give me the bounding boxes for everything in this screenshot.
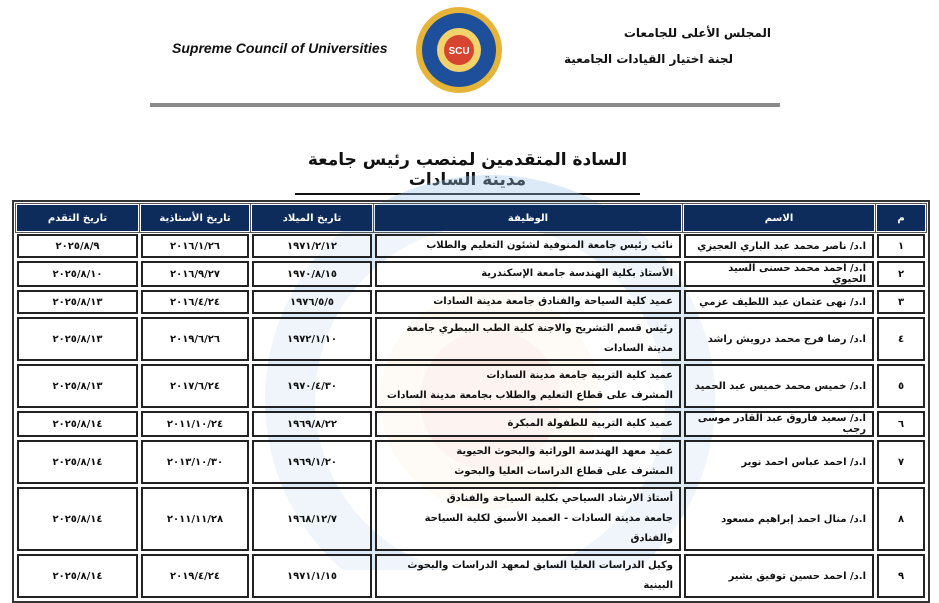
- professorship-date: ٢٠١٣/١٠/٣٠: [141, 440, 249, 484]
- table-row: [17, 440, 925, 484]
- job-line: رئيس قسم التشريح والاجنة كلية الطب البيطري جامعة مدينة السادات: [406, 323, 673, 354]
- application-date: ٢٠٢٥/٨/١٠: [17, 261, 138, 287]
- table-row: [17, 364, 925, 408]
- birth-date: ١٩٦٩/٨/٢٢: [252, 411, 372, 437]
- table-row: [17, 317, 925, 361]
- job-line: نائب رئيس جامعة المنوفية لشئون التعليم والطلاب: [426, 240, 673, 251]
- col-application-date: تاريخ التقدم: [17, 205, 138, 231]
- applicant-name: ا.د/ احمد حسين توفيق بشير: [684, 554, 874, 598]
- birth-date: ١٩٦٩/١/٢٠: [252, 440, 372, 484]
- applicant-name: ا.د/ منال احمد إبراهيم مسعود: [684, 487, 874, 551]
- professorship-date: ٢٠١١/١١/٢٨: [141, 487, 249, 551]
- table-row: [17, 261, 925, 287]
- col-name: الاسم: [684, 205, 874, 231]
- application-date: ٢٠٢٥/٨/١٤: [17, 440, 138, 484]
- job-line: المشرف على قطاع الدراسات العليا والبحوث: [454, 466, 673, 477]
- page-title: السادة المتقدمين لمنصب رئيس جامعة مدينة السادات: [295, 150, 640, 195]
- birth-date: ١٩٧٦/٥/٥: [252, 290, 372, 314]
- row-number: ١: [877, 234, 925, 258]
- job-line: الأستاذ بكلية الهندسة جامعة الإسكندرية: [481, 268, 673, 279]
- application-date: ٢٠٢٥/٨/١٣: [17, 364, 138, 408]
- professorship-date: ٢٠١٦/٩/٢٧: [141, 261, 249, 287]
- professorship-date: ٢٠١٦/٤/٢٤: [141, 290, 249, 314]
- applicant-job: [375, 440, 681, 484]
- birth-date: ١٩٧١/١/١٥: [252, 554, 372, 598]
- row-number: ٥: [877, 364, 925, 408]
- scu-logo: [415, 6, 503, 94]
- row-number: ٣: [877, 290, 925, 314]
- row-number: ٦: [877, 411, 925, 437]
- job-line: عميد كلية التربية جامعة مدينة السادات: [486, 370, 673, 381]
- job-line: وكيل الدراسات العليا السابق لمعهد الدراسات والبحوث البينية: [407, 560, 673, 591]
- table-row: [17, 487, 925, 551]
- english-council-name: Supreme Council of Universities: [172, 40, 388, 56]
- applicant-name: ا.د/ خميس محمد خميس عبد الحميد: [684, 364, 874, 408]
- applicants-table: [12, 200, 930, 603]
- application-date: ٢٠٢٥/٨/١٤: [17, 411, 138, 437]
- job-line: أستاذ الارشاد السياحي بكلية السياحة والفنادق: [446, 493, 673, 504]
- applicant-name: ا.د/ رضا فرج محمد درويش راشد: [684, 317, 874, 361]
- applicant-job: [375, 234, 681, 258]
- professorship-date: ٢٠١٧/٦/٢٤: [141, 364, 249, 408]
- application-date: ٢٠٢٥/٨/١٣: [17, 290, 138, 314]
- svg-text:SCU: SCU: [448, 46, 470, 57]
- application-date: ٢٠٢٥/٨/١٤: [17, 554, 138, 598]
- applicant-name: ا.د/ احمد محمد حسنى السيد الحيوي: [684, 261, 874, 287]
- professorship-date: ٢٠١١/١٠/٢٤: [141, 411, 249, 437]
- applicant-name: ا.د/ سعيد فاروق عبد القادر موسى رجب: [684, 411, 874, 437]
- applicant-job: [375, 411, 681, 437]
- table-header-row: [17, 205, 925, 231]
- table-row: [17, 290, 925, 314]
- applicant-job: [375, 554, 681, 598]
- col-number: م: [877, 205, 925, 231]
- professorship-date: ٢٠١٩/٤/٢٤: [141, 554, 249, 598]
- application-date: ٢٠٢٥/٨/٩: [17, 234, 138, 258]
- professorship-date: ٢٠١٩/٦/٢٦: [141, 317, 249, 361]
- applicant-job: [375, 364, 681, 408]
- applicant-job: [375, 487, 681, 551]
- col-birth-date: تاريخ الميلاد: [252, 205, 372, 231]
- row-number: ٩: [877, 554, 925, 598]
- table-row: [17, 554, 925, 598]
- row-number: ٨: [877, 487, 925, 551]
- job-line: عميد كلية التربية للطفولة المبكرة: [507, 418, 673, 429]
- application-date: ٢٠٢٥/٨/١٣: [17, 317, 138, 361]
- applicant-name: ا.د/ ناصر محمد عبد الباري العجيزي: [684, 234, 874, 258]
- applicant-job: [375, 317, 681, 361]
- row-number: ٤: [877, 317, 925, 361]
- arabic-council-name: المجلس الأعلى للجامعات: [623, 26, 771, 40]
- applicant-job: [375, 290, 681, 314]
- header-divider: [150, 103, 780, 107]
- row-number: ٧: [877, 440, 925, 484]
- applicant-name: ا.د/ نهى عثمان عبد اللطيف عزمي: [684, 290, 874, 314]
- col-professorship-date: تاريخ الأستاذية: [141, 205, 249, 231]
- applicant-job: [375, 261, 681, 287]
- professorship-date: ٢٠١٦/١/٢٦: [141, 234, 249, 258]
- application-date: ٢٠٢٥/٨/١٤: [17, 487, 138, 551]
- col-job: الوظيفة: [375, 205, 681, 231]
- birth-date: ١٩٧٢/١/١٠: [252, 317, 372, 361]
- row-number: ٢: [877, 261, 925, 287]
- job-line: المشرف على قطاع التعليم والطلاب بجامعة مدينة السادات: [386, 390, 673, 401]
- birth-date: ١٩٧٠/٤/٣٠: [252, 364, 372, 408]
- birth-date: ١٩٧٠/٨/١٥: [252, 261, 372, 287]
- table-row: [17, 411, 925, 437]
- birth-date: ١٩٦٨/١٢/٧: [252, 487, 372, 551]
- committee-name: لجنة اختيار القيادات الجامعية: [564, 52, 733, 66]
- birth-date: ١٩٧١/٢/١٢: [252, 234, 372, 258]
- table-row: [17, 234, 925, 258]
- job-line: عميد كلية السياحة والفنادق جامعة مدينة السادات: [433, 296, 673, 307]
- job-line: جامعة مدينة السادات - العميد الأسبق لكلية السياحة والفنادق: [424, 513, 673, 544]
- applicant-name: ا.د/ احمد عباس احمد نوير: [684, 440, 874, 484]
- job-line: عميد معهد الهندسة الوراثية والبحوث الحيوية: [456, 446, 673, 457]
